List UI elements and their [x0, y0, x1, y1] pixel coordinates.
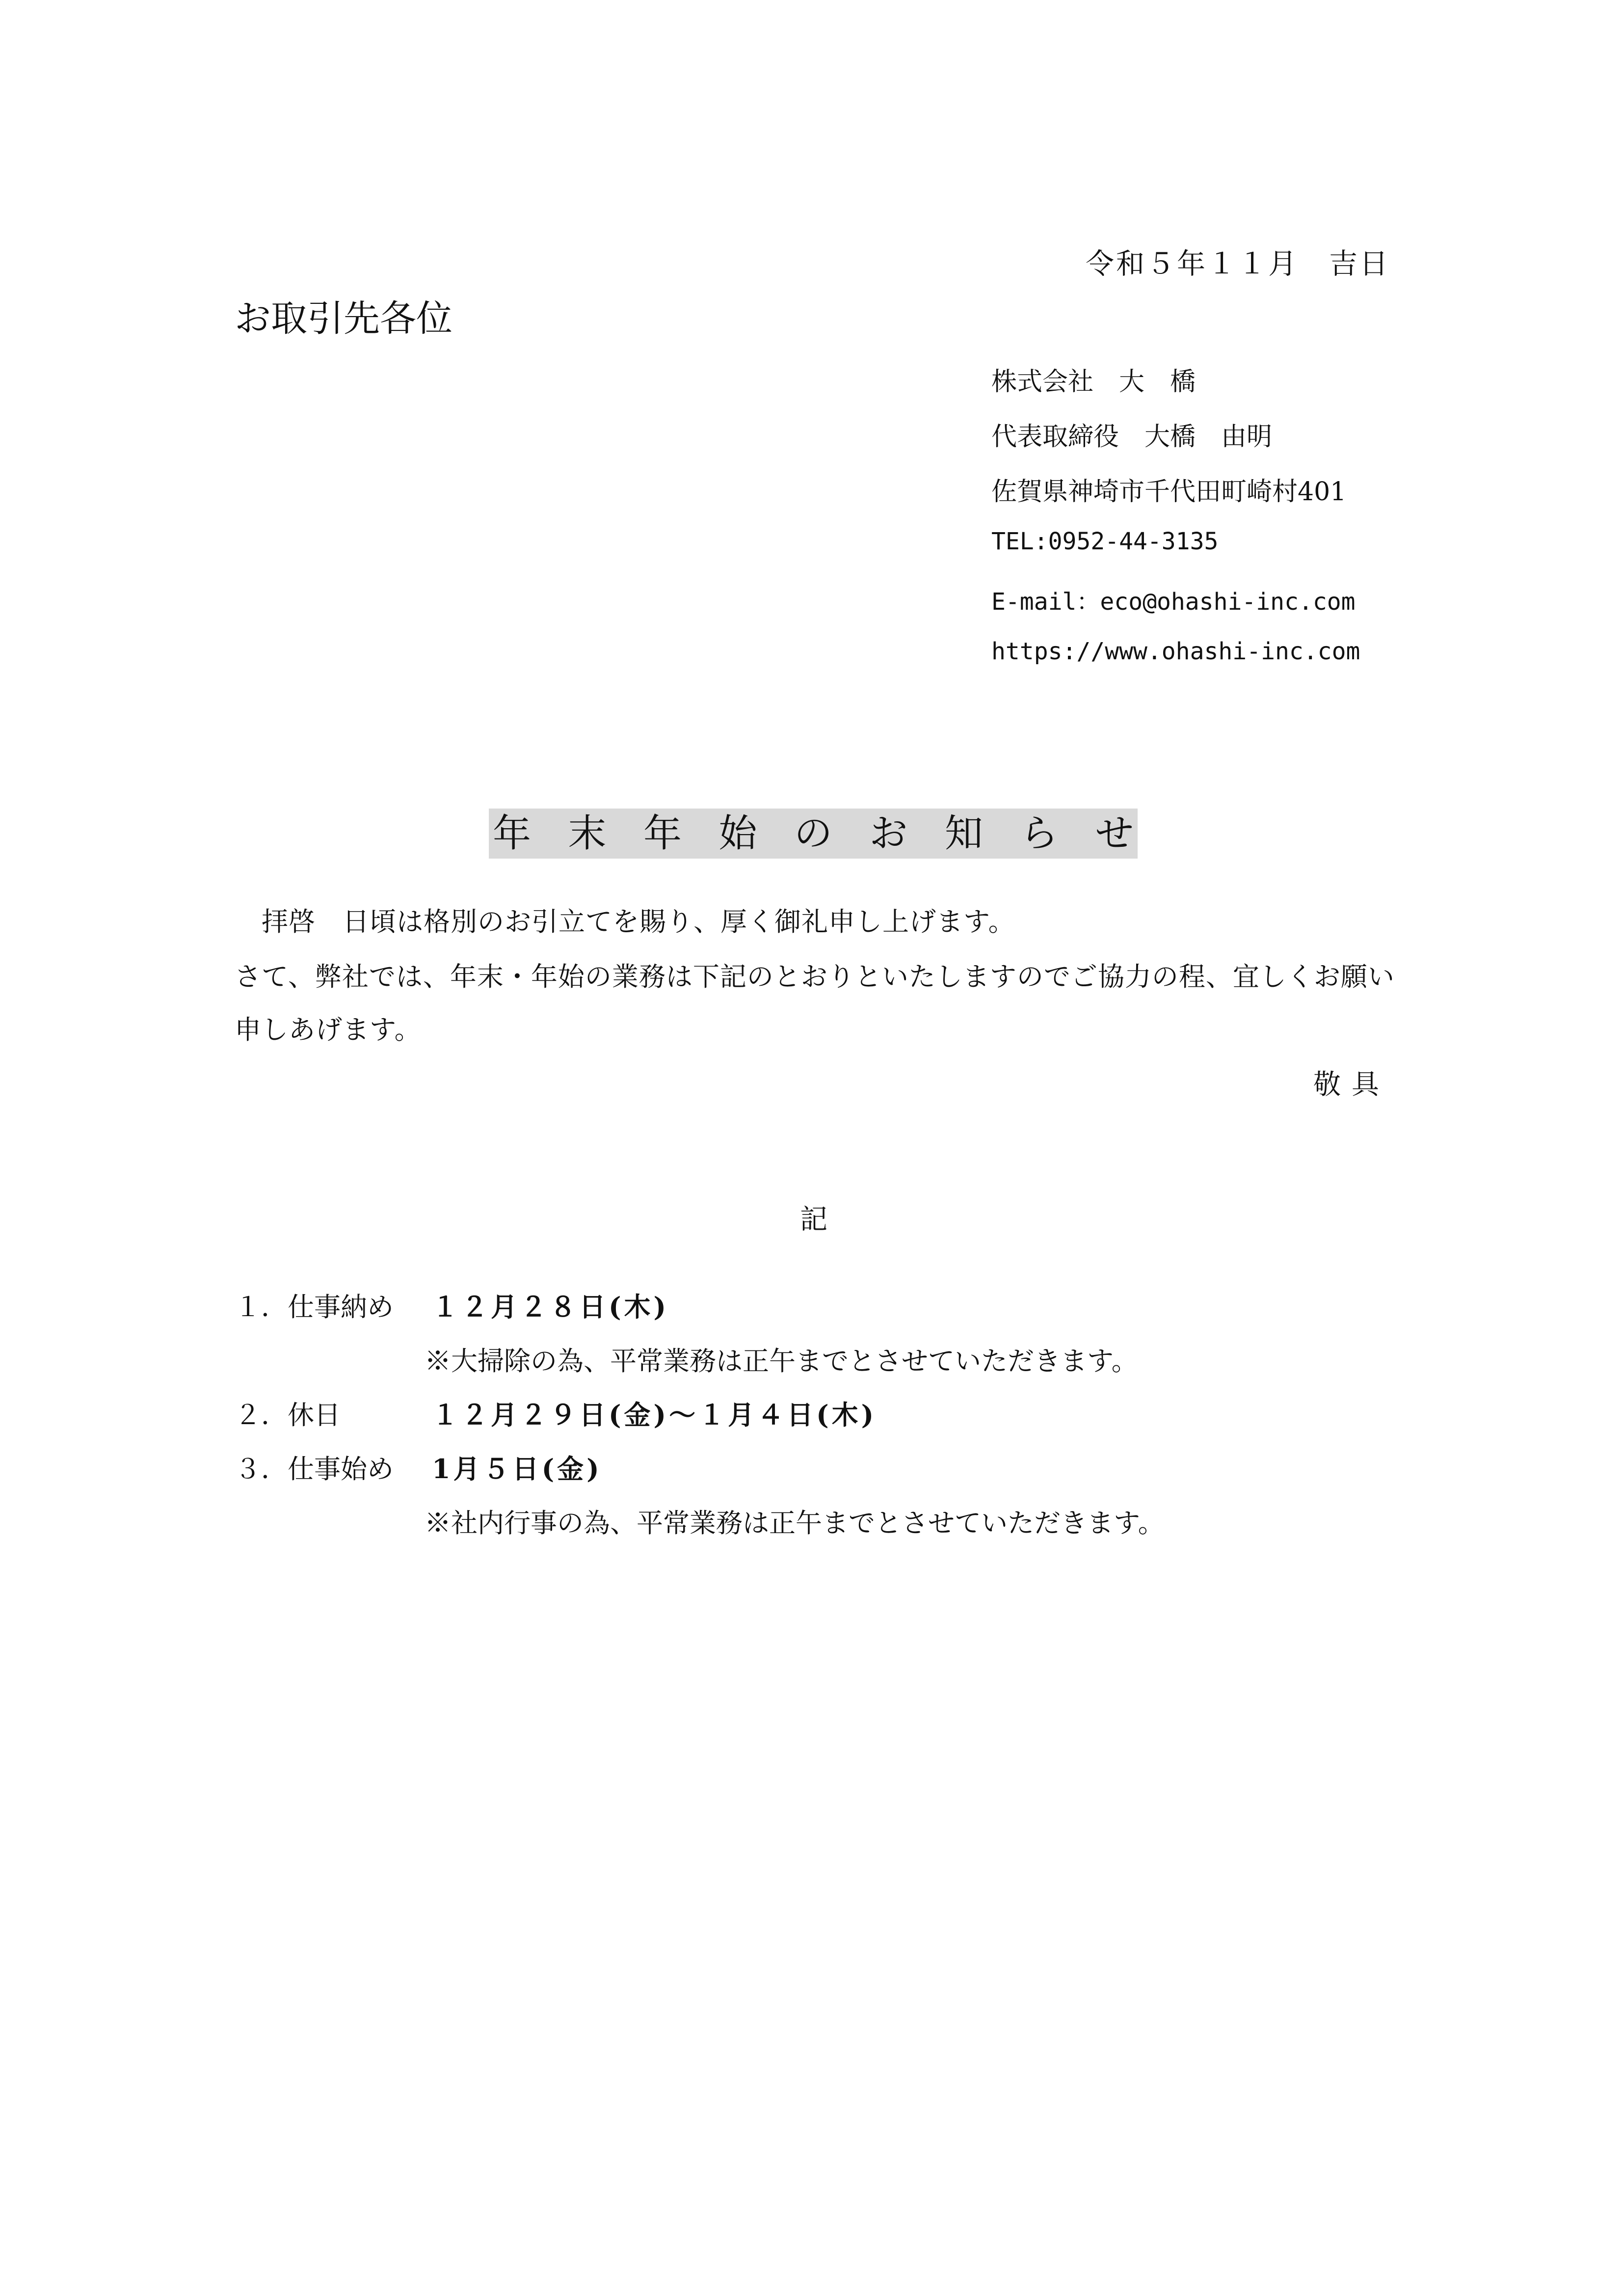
title-char: お	[869, 811, 908, 856]
item-label: 休日	[288, 1400, 341, 1431]
title-char: の	[794, 811, 832, 856]
document-date: 令和５年１１月 吉日	[1085, 247, 1390, 280]
body-line-greeting: 拝啓 日頃は格別のお引立てを賜り、厚く御礼申し上げます。	[235, 906, 1015, 937]
body-line-main: さて、弊社では、年末・年始の業務は下記のとおりといたしますのでご協力の程、宜しくお願い	[235, 961, 1395, 992]
sender-tel: TEL:0952-44-3135	[991, 528, 1219, 555]
item-label: 仕事納め	[288, 1292, 394, 1323]
item-number: ３．	[235, 1454, 288, 1485]
title-char: せ	[1095, 811, 1134, 856]
notice-title	[489, 809, 1138, 859]
title-char: 始	[718, 811, 757, 856]
item-3	[235, 1448, 394, 1486]
recipient-heading: お取引先各位	[235, 297, 452, 340]
item-3-note: ※社内行事の為、平常業務は正午までとさせていただきます。	[425, 1508, 1165, 1539]
title-char: 知	[944, 811, 983, 856]
title-char: ら	[1020, 811, 1059, 856]
body-line-end: 申しあげます。	[235, 1014, 422, 1045]
sender-url: https://www.ohashi-inc.com	[991, 638, 1360, 665]
item-number: ２．	[235, 1400, 288, 1431]
title-char: 年	[493, 811, 532, 856]
closing-keigu: 敬具	[1313, 1069, 1390, 1101]
item-2-value: １２月２９日(金)～１月４日(木)	[432, 1399, 877, 1431]
sender-address: 佐賀県神埼市千代田町崎村401	[991, 477, 1347, 507]
item-1-note: ※大掃除の為、平常業務は正午までとさせていただきます。	[425, 1346, 1138, 1377]
title-char: 年	[643, 811, 682, 856]
item-3-value: 1月５日(金)	[432, 1453, 602, 1485]
sender-company: 株式会社 大 橋	[991, 367, 1196, 397]
title-char: 末	[568, 811, 607, 856]
item-number: １．	[235, 1292, 288, 1323]
item-1-value: １２月２８日(木)	[432, 1291, 669, 1323]
item-1	[235, 1286, 394, 1324]
item-label: 仕事始め	[288, 1454, 394, 1485]
record-heading: 記	[800, 1204, 827, 1236]
item-2	[235, 1394, 341, 1432]
sender-email: E-mail：eco@ohashi-inc.com	[991, 588, 1356, 616]
sender-representative: 代表取締役 大橋 由明	[991, 422, 1273, 452]
